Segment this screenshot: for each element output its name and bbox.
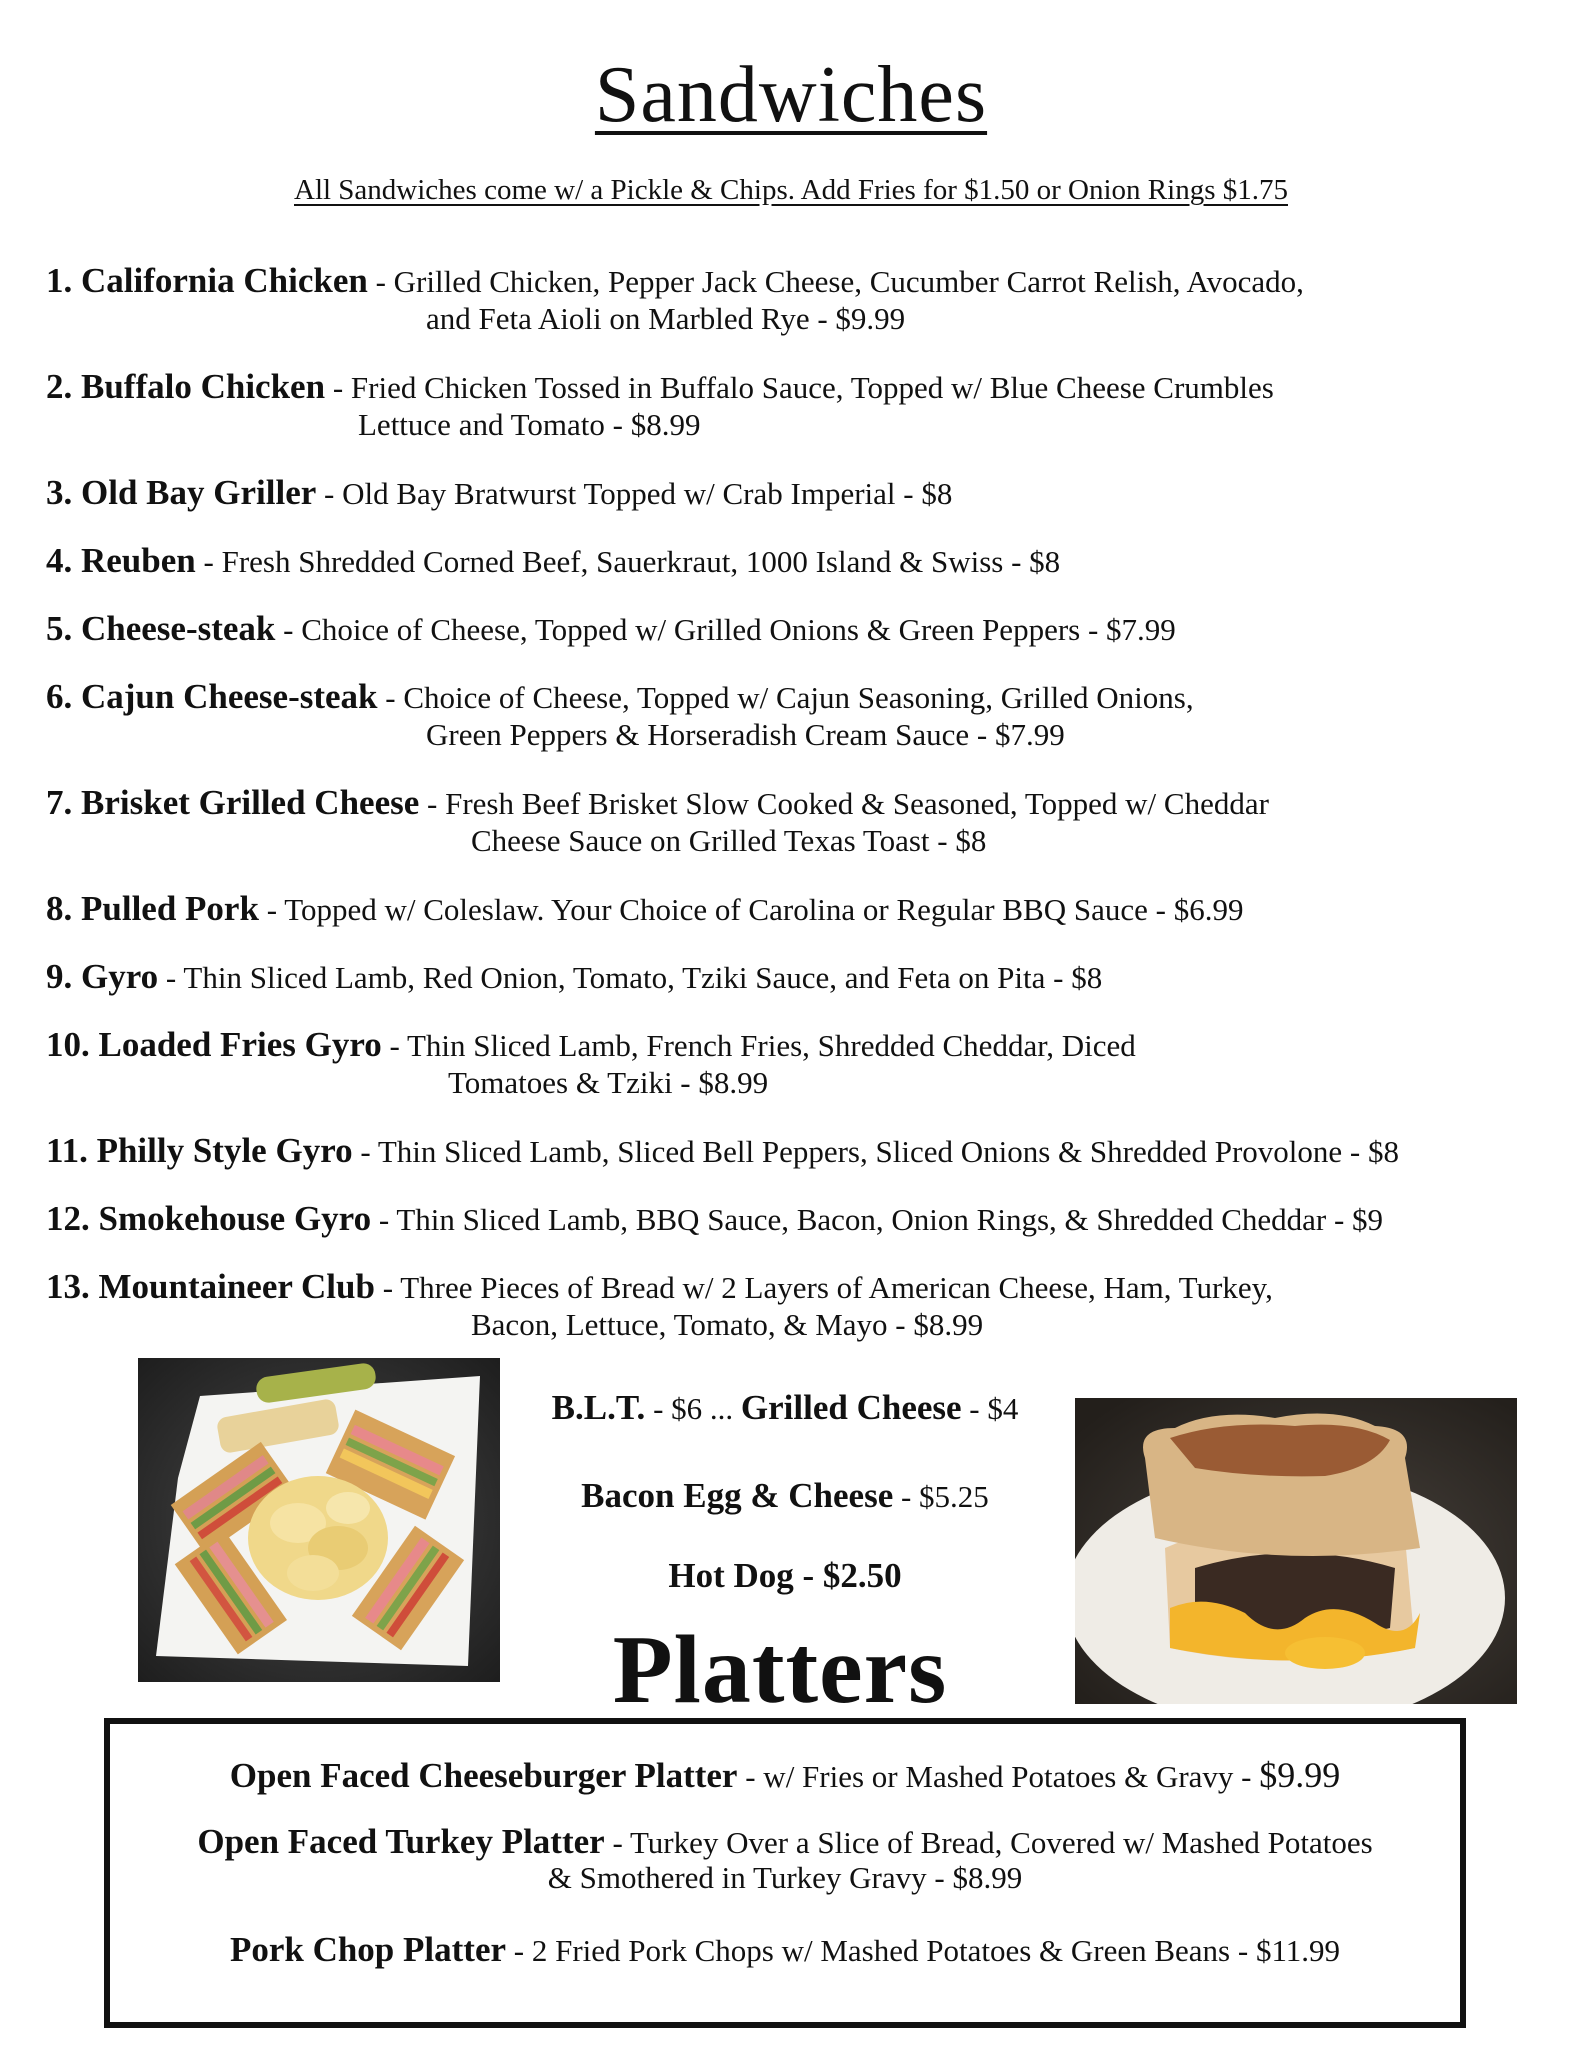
- extra-price: - $6 ...: [653, 1391, 734, 1426]
- club-sandwich-illustration: [138, 1358, 500, 1682]
- platter-item: [104, 1930, 1466, 1970]
- item-name: 8. Pulled Pork: [46, 889, 259, 928]
- item-desc-cont: Tomatoes & Tziki - $8.99: [448, 1065, 769, 1100]
- item-desc: Thin Sliced Lamb, BBQ Sauce, Bacon, Onion Rings, & Shredded Cheddar - $9: [396, 1202, 1384, 1237]
- menu-title: [0, 50, 1582, 141]
- extras-row-1: [500, 1388, 1070, 1428]
- item-desc: Old Bay Bratwurst Topped w/ Crab Imperial - $8: [342, 476, 953, 511]
- item-desc: Choice of Cheese, Topped w/ Grilled Onions & Green Peppers - $7.99: [301, 612, 1176, 647]
- item-desc-cont: Cheese Sauce on Grilled Texas Toast - $8: [471, 823, 987, 858]
- menu-item: 4. Reuben - Fresh Shredded Corned Beef, Sauerkraut, 1000 Island & Swiss - $8: [46, 541, 1061, 580]
- platter-name: Open Faced Cheeseburger Platter: [229, 1756, 738, 1795]
- platter-desc: - w/ Fries or Mashed Potatoes & Gravy -: [745, 1759, 1252, 1794]
- platter-desc: - Turkey Over a Slice of Bread, Covered w/ Mashed Potatoes: [612, 1825, 1373, 1860]
- platter-name: Open Faced Turkey Platter: [197, 1822, 605, 1861]
- extra-price: - $5.25: [900, 1479, 989, 1514]
- menu-item: 8. Pulled Pork - Topped w/ Coleslaw. Your Choice of Carolina or Regular BBQ Sauce - $6.99: [46, 889, 1244, 928]
- menu-item: 9. Gyro - Thin Sliced Lamb, Red Onion, Tomato, Tziki Sauce, and Feta on Pita - $8: [46, 957, 1103, 996]
- club-sandwich-photo: [138, 1358, 500, 1682]
- item-desc: Thin Sliced Lamb, Sliced Bell Peppers, Sliced Onions & Shredded Provolone - $8: [377, 1134, 1399, 1169]
- item-name: 6. Cajun Cheese-steak: [46, 677, 378, 716]
- menu-item: 11. Philly Style Gyro - Thin Sliced Lamb, Sliced Bell Peppers, Sliced Onions & Shredded Provolone - $8: [46, 1131, 1399, 1170]
- platter-item: [104, 1754, 1466, 1796]
- platters-title: Platters: [612, 1616, 948, 1724]
- grilled-cheese-illustration: [1075, 1398, 1517, 1704]
- extra-name: B.L.T.: [551, 1388, 646, 1427]
- item-desc: Topped w/ Coleslaw. Your Choice of Carolina or Regular BBQ Sauce - $6.99: [284, 892, 1244, 927]
- menu-item: 13. Mountaineer Club - Three Pieces of Bread w/ 2 Layers of American Cheese, Ham, Turkey, Bacon, Lettuce, Tomato, & Mayo - $8.99: [46, 1267, 1273, 1342]
- item-desc: Fresh Beef Brisket Slow Cooked & Seasoned, Topped w/ Cheddar: [445, 786, 1269, 821]
- item-desc: Fresh Shredded Corned Beef, Sauerkraut, 1000 Island & Swiss - $8: [221, 544, 1061, 579]
- item-name: 12. Smokehouse Gyro: [46, 1199, 372, 1238]
- item-desc-cont: Bacon, Lettuce, Tomato, & Mayo - $8.99: [471, 1307, 984, 1342]
- item-name: 1. California Chicken: [46, 261, 368, 300]
- extra-name: Hot Dog - $2.50: [668, 1556, 902, 1595]
- menu-item: 6. Cajun Cheese-steak - Choice of Cheese, Topped w/ Cajun Seasoning, Grilled Onions, Green Peppers & Horseradish Cream Sauce - $7.99: [46, 677, 1194, 752]
- menu-item: 2. Buffalo Chicken - Fried Chicken Tossed in Buffalo Sauce, Topped w/ Blue Cheese Crumbles Lettuce and Tomato - $8.99: [46, 367, 1274, 442]
- platter-name: Pork Chop Platter: [229, 1930, 507, 1969]
- item-name: 11. Philly Style Gyro: [46, 1131, 353, 1170]
- item-name: 7. Brisket Grilled Cheese: [46, 783, 420, 822]
- item-desc-cont: Lettuce and Tomato - $8.99: [358, 407, 701, 442]
- extra-name: Bacon Egg & Cheese: [581, 1476, 894, 1515]
- item-name: 10. Loaded Fries Gyro: [46, 1025, 382, 1064]
- item-desc: Fried Chicken Tossed in Buffalo Sauce, Topped w/ Blue Cheese Crumbles: [350, 370, 1274, 405]
- extras-row-3: [500, 1556, 1070, 1596]
- menu-item: 12. Smokehouse Gyro - Thin Sliced Lamb, BBQ Sauce, Bacon, Onion Rings, & Shredded Cheddar - $9: [46, 1199, 1384, 1238]
- item-desc-cont: Green Peppers & Horseradish Cream Sauce - $7.99: [426, 717, 1065, 752]
- item-desc: Thin Sliced Lamb, French Fries, Shredded Cheddar, Diced: [407, 1028, 1136, 1063]
- platter-item: [104, 1822, 1466, 1862]
- platter-desc-cont: & Smothered in Turkey Gravy - $8.99: [547, 1860, 1023, 1895]
- menu-subtitle: All Sandwiches come w/ a Pickle & Chips. Add Fries for $1.50 or Onion Rings $1.75: [294, 174, 1288, 206]
- item-name: 13. Mountaineer Club: [46, 1267, 375, 1306]
- menu-item: 3. Old Bay Griller - Old Bay Bratwurst Topped w/ Crab Imperial - $8: [46, 473, 953, 512]
- menu-item: 7. Brisket Grilled Cheese - Fresh Beef Brisket Slow Cooked & Seasoned, Topped w/ Cheddar Cheese Sauce on Grilled Texas Toast - $8: [46, 783, 1269, 858]
- platter-desc: - 2 Fried Pork Chops w/ Mashed Potatoes & Green Beans - $11.99: [513, 1933, 1341, 1968]
- item-desc: Thin Sliced Lamb, Red Onion, Tomato, Tziki Sauce, and Feta on Pita - $8: [183, 960, 1103, 995]
- item-name: 5. Cheese-steak: [46, 609, 276, 648]
- extras-row-2: [500, 1476, 1070, 1516]
- item-name: 4. Reuben: [46, 541, 196, 580]
- item-name: 9. Gyro: [46, 957, 159, 996]
- item-name: 3. Old Bay Griller: [46, 473, 317, 512]
- menu-item: 1. California Chicken - Grilled Chicken, Pepper Jack Cheese, Cucumber Carrot Relish, Avocado, and Feta Aioli on Marbled Rye - $9.99: [46, 261, 1304, 336]
- item-desc-cont: and Feta Aioli on Marbled Rye - $9.99: [426, 301, 906, 336]
- item-desc: Three Pieces of Bread w/ 2 Layers of American Cheese, Ham, Turkey,: [400, 1270, 1273, 1305]
- grilled-cheese-photo: [1075, 1398, 1517, 1704]
- extra-price: - $4: [969, 1391, 1019, 1426]
- item-desc: Grilled Chicken, Pepper Jack Cheese, Cucumber Carrot Relish, Avocado,: [393, 264, 1304, 299]
- menu-title-text: Sandwiches: [594, 51, 988, 139]
- menu-item: 10. Loaded Fries Gyro - Thin Sliced Lamb, French Fries, Shredded Cheddar, Diced Tomatoes & Tziki - $8.99: [46, 1025, 1136, 1100]
- extra-name: Grilled Cheese: [740, 1388, 962, 1427]
- item-name: 2. Buffalo Chicken: [46, 367, 326, 406]
- menu-item: 5. Cheese-steak - Choice of Cheese, Topped w/ Grilled Onions & Green Peppers - $7.99: [46, 609, 1176, 648]
- item-desc: Choice of Cheese, Topped w/ Cajun Seasoning, Grilled Onions,: [403, 680, 1194, 715]
- platter-price: $9.99: [1259, 1755, 1341, 1795]
